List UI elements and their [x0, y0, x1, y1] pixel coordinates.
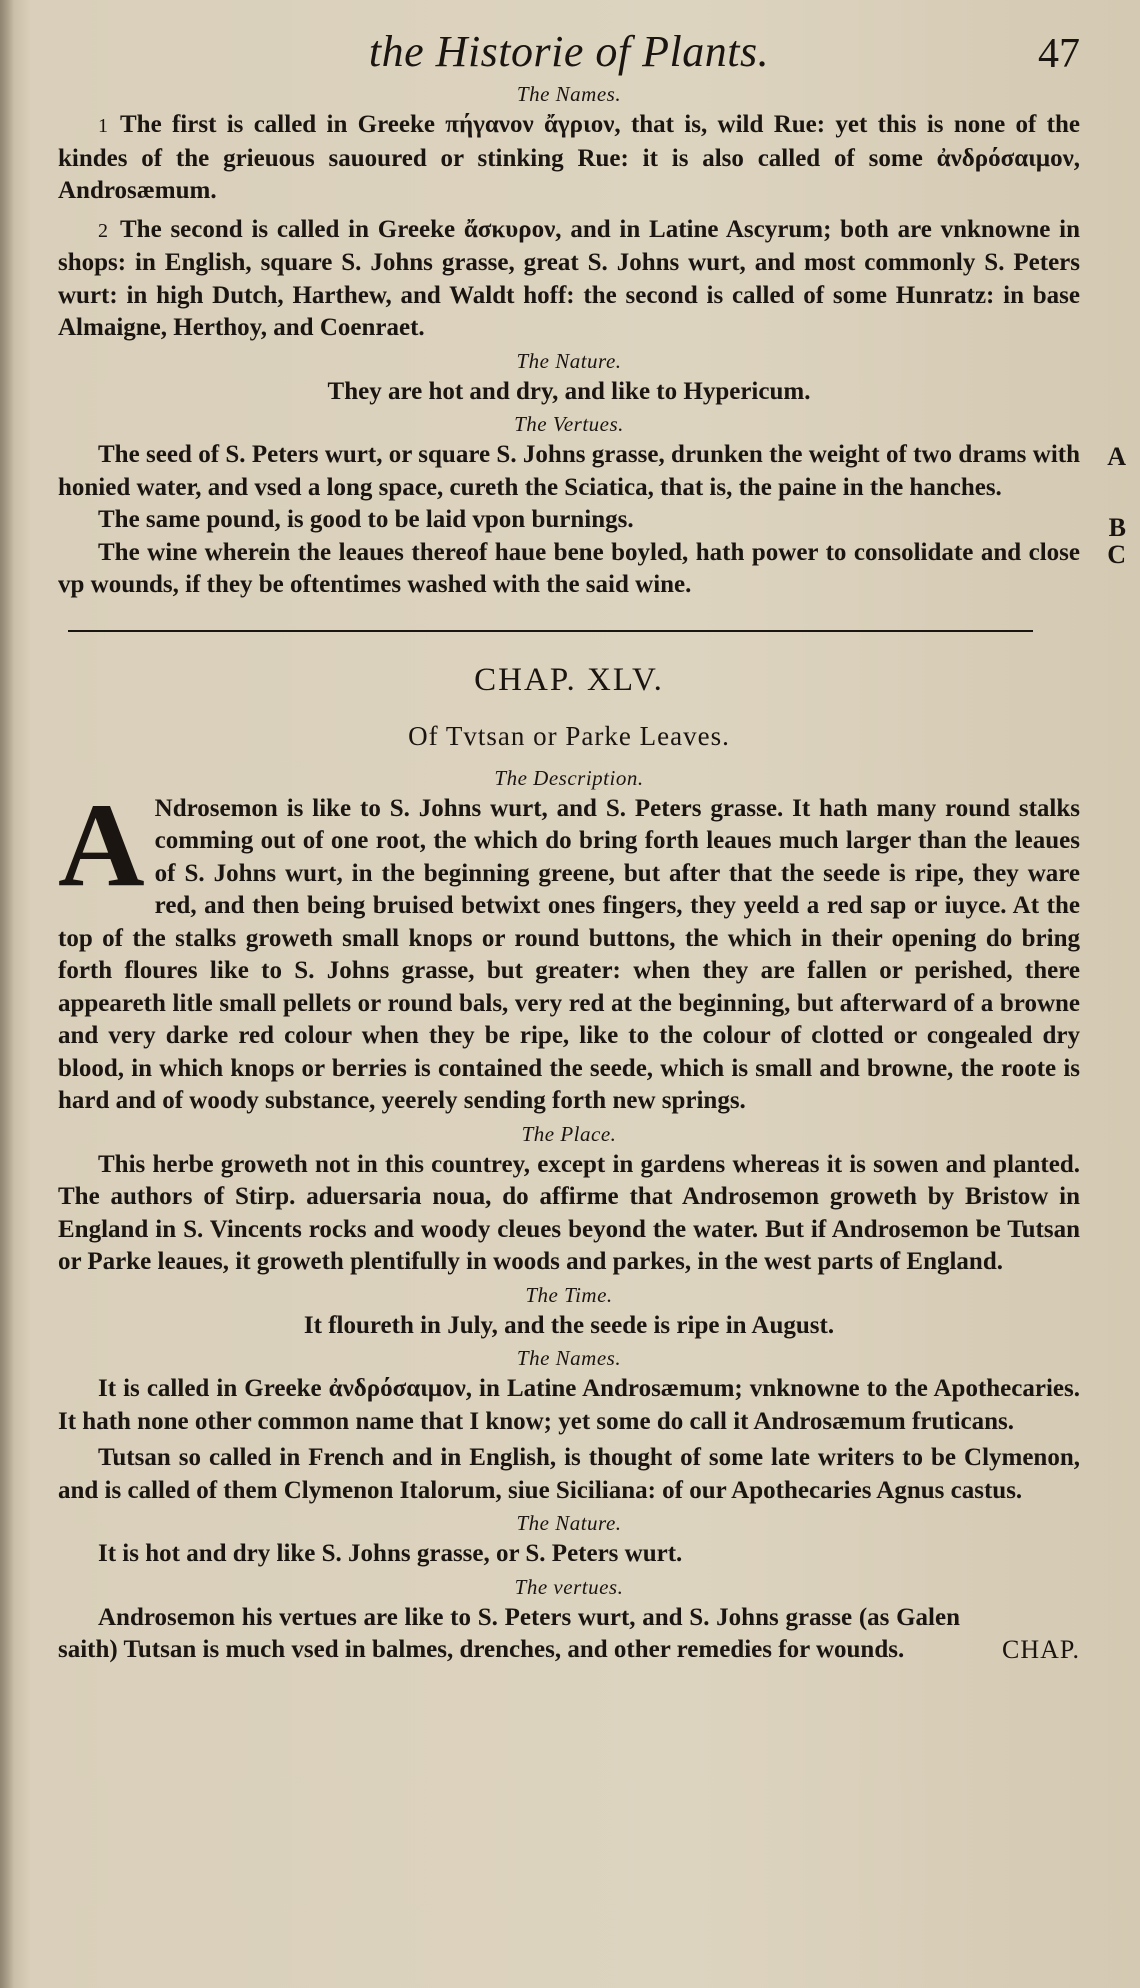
vertues-paragraph-1-text: The seed of S. Peters wurt, or square S. Johns grasse, drunken the weight of two drams with honied water, and vsed a long space, cureth the Sciatica, that is, the paine in the hanches. [58, 441, 1080, 501]
page-number: 47 [1038, 31, 1080, 77]
names-paragraph-3: It is called in Greeke ἀνδρόσαιμον, in Latine Androsæmum; vnknowne to the Apothecaries. It hath none other common name that I know; yet some do call it Androsæmum fruticans. [58, 1375, 1080, 1435]
nature-text-1: They are hot and dry, and like to Hypericum. [327, 377, 811, 405]
vertues-paragraph-2-text: The same pound, is good to be laid vpon burnings. [98, 506, 634, 533]
margin-note-c: C [1107, 539, 1126, 569]
margin-note-b: B [1108, 513, 1126, 542]
nature-heading-2: The Nature. [516, 1511, 622, 1535]
chapter-title: Of Tvtsan or Parke Leaves. [408, 720, 730, 751]
place-text: This herbe groweth not in this countrey, except in gardens whereas it is sowen and planted. The authors of Stirp. aduersaria noua, do affirme that Androsemon groweth by Bristow in England in S. Vincents rocks and woody cleues beyond the water. But if Androsemon be Tutsan or Parke leaues, it groweth plentifully in woods and parkes, in the west parts of England. [58, 1150, 1080, 1275]
gutter-shadow [0, 0, 14, 1988]
description-text: Ndrosemon is like to S. Johns wurt, and S. Peters grasse. It hath many round stalks comming out of one root, the which do bring forth leaues much larger than the leaues of S. Johns wurt, in the beginning greene, but after that the seede is ripe, they ware red, and then being bruised betwixt ones fingers, they yeeld a red sap or iuyce. At the top of the stalks groweth small knops or round buttons, the which in their opening do bring forth floures like to S. Johns grasse, but greater: when they are fallen or perished, there appeareth litle small pellets or round bals, very red at the beginning, but afterward of a browne and very darke red colour when they be ripe, like to the colour of clotted or congealed dry blood, in which knops or berries is contained the seede, which is small and browne, the roote is hard and of woody substance, yeerely sending forth new springs. [58, 794, 1080, 1114]
vertues-paragraph-3-text: The wine wherein the leaues thereof haue bene boyled, hath power to consolidate and close vp wounds, if they be oftentimes washed with the said wine. [58, 538, 1080, 598]
vertues-text-2: Androsemon his vertues are like to S. Peters wurt, and S. Johns grasse (as Galen saith) Tutsan is much vsed in balmes, drenches, and other remedies for wounds. [58, 1603, 960, 1663]
names-paragraph-2-text: The second is called in Greeke ἄσκυρον, and in Latine Ascyrum; both are vnknowne in shops: in English, square S. Johns grasse, great S. Johns wurt, and most commonly S. Peters wurt: in high Dutch, Harthew, and Waldt hoff: the second is called of some Hunratz: in base Almaigne, Herthoy, and Coenraet. [58, 215, 1080, 341]
names-paragraph-4: Tutsan so called in French and in English, is thought of some late writers to be Clymenon, and is called of them Clymenon Italorum, siue Siciliana: of our Apothecaries Agnus castus. [58, 1444, 1080, 1504]
paragraph-number: 1 [98, 115, 108, 137]
names-paragraph-2 [58, 214, 1080, 345]
place-heading: The Place. [521, 1121, 617, 1146]
vertues-paragraph-3 [58, 537, 1126, 602]
vertues-heading-2: The vertues. [514, 1574, 624, 1599]
vertues-paragraph-1 [58, 439, 1126, 504]
section-divider [68, 630, 1033, 632]
time-heading: The Time. [525, 1282, 613, 1307]
names-paragraph-1-text: The first is called in Greeke πήγανον ἄγριον, that is, wild Rue: yet this is none of the kindes of the grieuous sauoured or stinking Rue: it is also called of some ἀνδρόσαιμον, Androsæmum. [58, 111, 1080, 204]
margin-note-a: A [1107, 442, 1126, 471]
vertues-paragraph-2 [58, 504, 1126, 542]
nature-text-2: It is hot and dry like S. Johns grasse, or S. Peters wurt. [98, 1540, 683, 1567]
chapter-number: CHAP. XLV. [474, 661, 664, 698]
page-header [58, 18, 1080, 78]
catchword: CHAP. [1002, 1634, 1080, 1664]
paragraph-number: 2 [98, 219, 108, 242]
running-head: the Historie of Plants. [368, 27, 770, 76]
time-text: It floureth in July, and the seede is ripe in August. [303, 1311, 835, 1339]
vertues-heading-1: The Vertues. [514, 412, 624, 436]
nature-heading-1: The Nature. [516, 348, 622, 373]
drop-capital: A [58, 777, 145, 911]
names-paragraph-1 [58, 109, 1080, 208]
vertues-block-2 [58, 1602, 1080, 1667]
names-heading-2: The Names. [516, 1346, 622, 1370]
names-heading-1: The Names. [516, 82, 622, 106]
description-heading: The Description. [494, 765, 644, 790]
